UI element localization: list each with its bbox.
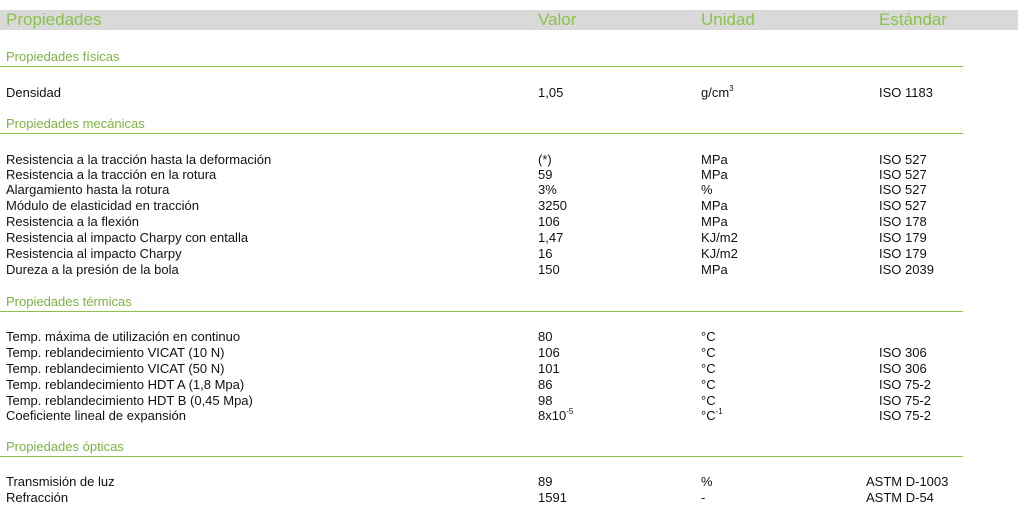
property-value [538, 408, 573, 424]
property-name: Densidad [6, 85, 61, 100]
property-name: Dureza a la presión de la bola [6, 262, 179, 277]
property-name: Temp. reblandecimiento VICAT (10 N) [6, 345, 225, 360]
table-row [0, 262, 1018, 278]
section-optical [0, 438, 963, 457]
property-standard: ISO 306 [879, 345, 927, 360]
property-value: 1,05 [538, 85, 564, 100]
property-value: 16 [538, 246, 553, 261]
table-row [0, 230, 1018, 246]
property-unit: °C [701, 345, 716, 360]
table-row [0, 246, 1018, 262]
table-row [0, 361, 1018, 377]
property-name: Resistencia al impacto Charpy [6, 246, 182, 261]
property-value: 106 [538, 214, 560, 229]
table-row [0, 490, 1018, 506]
property-unit [701, 408, 723, 424]
table-row [0, 329, 1018, 345]
header-properties: Propiedades [6, 10, 102, 29]
value-text: 8x10 [538, 408, 567, 423]
property-standard: ISO 527 [879, 198, 927, 213]
property-unit: MPa [701, 262, 728, 277]
table-row [0, 393, 1018, 409]
unit-superscript: 3 [729, 84, 734, 93]
property-unit: % [701, 182, 713, 197]
unit-text: g/cm [701, 85, 730, 100]
property-value: 59 [538, 167, 553, 182]
property-value: 98 [538, 393, 553, 408]
property-name: Resistencia a la tracción en la rotura [6, 167, 217, 182]
property-standard: ISO 75-2 [879, 393, 932, 408]
property-value: 1,47 [538, 230, 564, 245]
section-physical [0, 48, 963, 67]
property-value: (*) [538, 152, 552, 167]
property-standard: ISO 178 [879, 214, 927, 229]
section-title: Propiedades térmicas [6, 294, 132, 309]
property-name: Resistencia a la flexión [6, 214, 139, 229]
table-row [0, 214, 1018, 230]
property-unit: KJ/m2 [701, 230, 738, 245]
table-header [0, 10, 1018, 30]
property-value: 3% [538, 182, 557, 197]
property-standard: ASTM D-54 [866, 490, 934, 505]
property-name: Alargamiento hasta la rotura [6, 182, 170, 197]
property-unit: °C [701, 393, 716, 408]
property-value: 101 [538, 361, 560, 376]
property-unit: °C [701, 377, 716, 392]
property-standard: ISO 1183 [879, 85, 933, 100]
property-unit [701, 85, 734, 101]
property-standard: ISO 527 [879, 182, 927, 197]
property-name: Temp. reblandecimiento HDT B (0,45 Mpa) [6, 393, 253, 408]
property-standard: ISO 306 [879, 361, 927, 376]
property-unit: MPa [701, 167, 728, 182]
table-row [0, 152, 1018, 168]
table-row [0, 85, 1018, 101]
table-row [0, 345, 1018, 361]
property-unit: MPa [701, 214, 728, 229]
section-title: Propiedades mecánicas [6, 116, 145, 131]
property-standard: ISO 527 [879, 167, 927, 182]
property-standard: ISO 2039 [879, 262, 934, 277]
property-standard: ISO 75-2 [879, 377, 932, 392]
property-name: Resistencia a la tracción hasta la deformación [6, 152, 272, 167]
property-name: Resistencia al impacto Charpy con entalla [6, 230, 249, 245]
table-row [0, 377, 1018, 393]
unit-text: °C [701, 408, 716, 423]
property-standard: ISO 75-2 [879, 408, 932, 423]
property-value: 89 [538, 474, 553, 489]
section-mechanical [0, 115, 963, 134]
property-value: 86 [538, 377, 553, 392]
unit-superscript: -1 [715, 407, 723, 416]
property-name: Temp. reblandecimiento HDT A (1,8 Mpa) [6, 377, 245, 392]
property-name: Transmisión de luz [6, 474, 115, 489]
property-standard: ASTM D-1003 [866, 474, 949, 489]
header-standard: Estándar [879, 10, 948, 29]
property-name: Refracción [6, 490, 69, 505]
property-name: Módulo de elasticidad en tracción [6, 198, 199, 213]
property-value: 80 [538, 329, 553, 344]
property-name: Coeficiente lineal de expansión [6, 408, 186, 423]
property-unit: KJ/m2 [701, 246, 738, 261]
property-value: 3250 [538, 198, 567, 213]
property-standard: ISO 527 [879, 152, 927, 167]
table-row [0, 198, 1018, 214]
property-value: 1591 [538, 490, 567, 505]
property-value: 106 [538, 345, 560, 360]
value-superscript: -5 [566, 407, 574, 416]
section-thermal [0, 293, 963, 312]
property-unit: °C [701, 329, 716, 344]
property-unit: MPa [701, 152, 728, 167]
property-name: Temp. reblandecimiento VICAT (50 N) [6, 361, 225, 376]
property-standard: ISO 179 [879, 246, 927, 261]
property-name: Temp. máxima de utilización en continuo [6, 329, 241, 344]
property-unit: °C [701, 361, 716, 376]
section-title: Propiedades ópticas [6, 439, 124, 454]
header-unit: Unidad [701, 10, 755, 29]
header-value: Valor [538, 10, 577, 29]
property-unit: - [701, 490, 706, 505]
property-value: 150 [538, 262, 560, 277]
section-title: Propiedades físicas [6, 49, 120, 64]
table-row [0, 167, 1018, 183]
property-unit: % [701, 474, 713, 489]
table-row [0, 408, 1018, 424]
table-row [0, 474, 1018, 490]
property-standard: ISO 179 [879, 230, 927, 245]
property-unit: MPa [701, 198, 728, 213]
table-row [0, 182, 1018, 198]
